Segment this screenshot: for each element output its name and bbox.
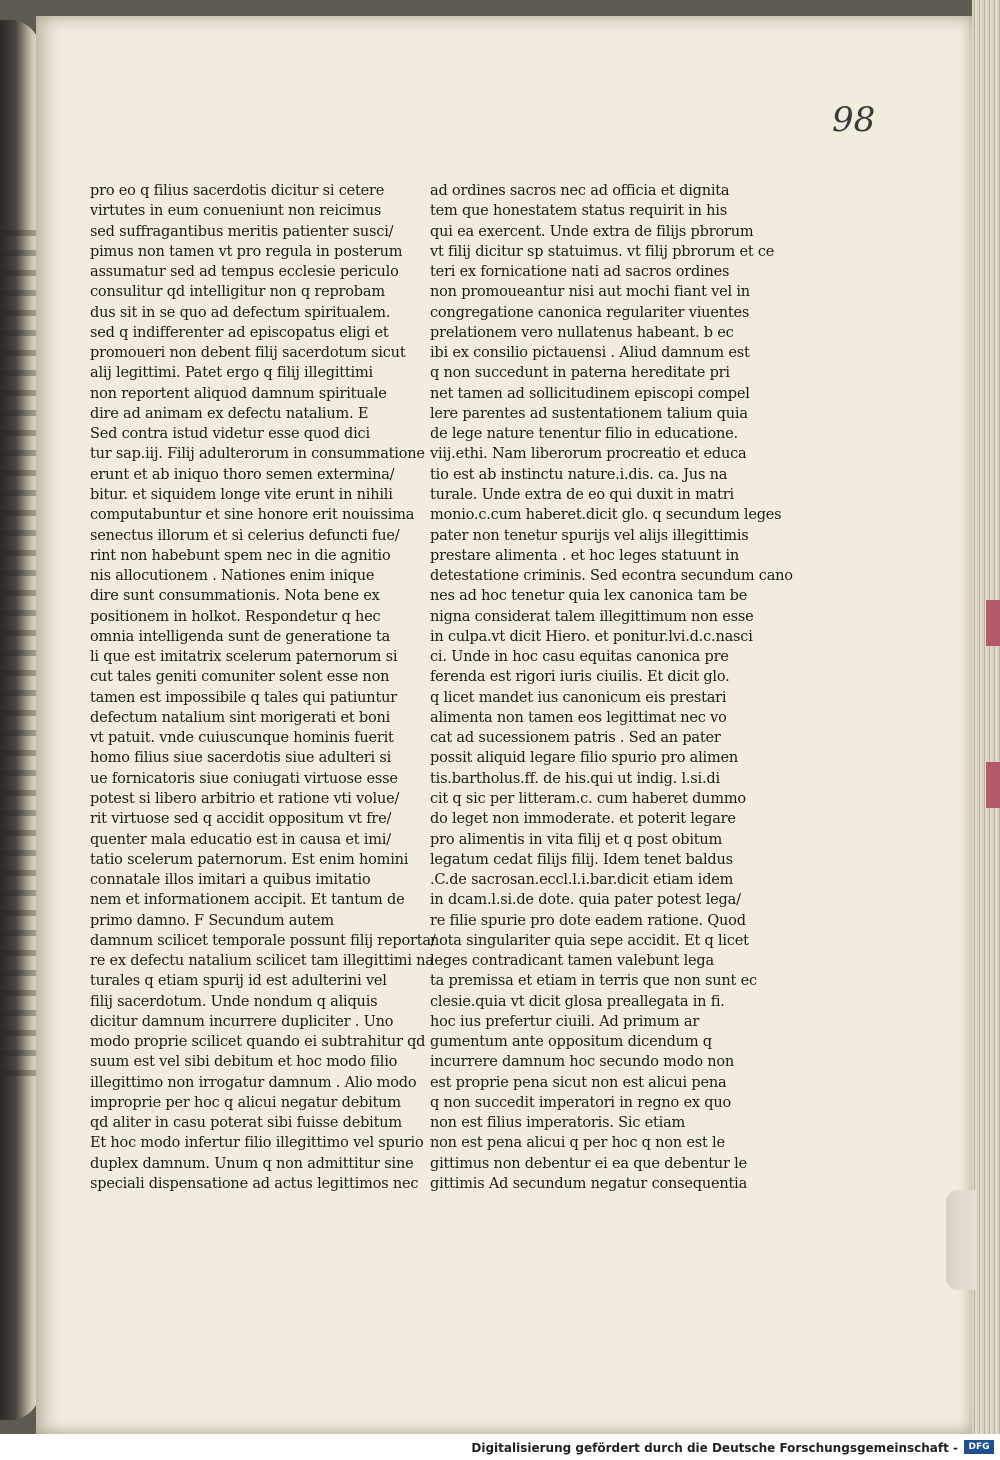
text-line: promoueri non debent filij sacerdotum sicut	[90, 345, 406, 362]
text-line: erunt et ab iniquo thoro semen extermina/	[90, 466, 395, 483]
text-line: rint non habebunt spem nec in die agnitio	[90, 547, 391, 564]
text-line: monio.c.cum haberet.dicit glo. q secundum leges	[430, 507, 782, 524]
text-line: net tamen ad sollicitudinem episcopi compel	[430, 385, 750, 402]
text-line: dire sunt consummationis. Nota bene ex	[90, 588, 380, 605]
right-text-column	[430, 181, 793, 1194]
text-line: improprie per hoc q alicui negatur debitum	[90, 1094, 401, 1111]
text-line: hoc ius prefertur ciuili. Ad primum ar	[430, 1013, 700, 1030]
text-line: rit virtuose sed q accidit oppositum vt fre/	[90, 811, 392, 828]
text-line: qui ea exercent. Unde extra de filijs pbrorum	[430, 223, 754, 240]
text-line: in culpa.vt dicit Hiero. et ponitur.lvi.d.c.nasci	[430, 628, 753, 645]
text-line: tur sap.iij. Filij adulterorum in consummatione	[90, 446, 425, 463]
text-line: computabuntur et sine honore erit nouissima	[90, 507, 415, 524]
text-line: connatale illos imitari a quibus imitatio	[90, 872, 371, 889]
text-line: prestare alimenta . et hoc leges statuunt in	[430, 547, 740, 564]
text-line: vt filij dicitur sp statuimus. vt filij pbrorum et ce	[430, 243, 775, 260]
text-line: primo damno. F Secundum autem	[90, 912, 334, 929]
previous-page-edge	[0, 20, 40, 1420]
text-line: li que est imitatrix scelerum paternorum si	[90, 649, 398, 666]
text-line: virtutes in eum conueniunt non reicimus	[90, 203, 382, 220]
text-line: possit aliquid legare filio spurio pro alimen	[430, 750, 739, 767]
text-line: defectum natalium sint morigerati et boni	[90, 709, 391, 726]
text-line: qd aliter in casu poterat sibi fuisse debitum	[90, 1115, 402, 1132]
text-line: nem et informationem accipit. Et tantum de	[90, 892, 405, 909]
text-line: ibi ex consilio pictauensi . Aliud damnum est	[430, 345, 750, 362]
funding-notice: Digitalisierung gefördert durch die Deutsche Forschungsgemeinschaft -	[471, 1441, 958, 1455]
text-line: teri ex fornicatione nati ad sacros ordines	[430, 264, 730, 281]
bookmark-tab	[986, 600, 1000, 646]
text-line: illegittimo non irrogatur damnum . Alio modo	[90, 1074, 417, 1091]
text-line: tio est ab instinctu nature.i.dis. ca. Jus na	[430, 466, 728, 483]
text-line: tatio scelerum paternorum. Est enim homini	[90, 851, 409, 868]
text-line: est proprie pena sicut non est alicui pena	[430, 1074, 727, 1091]
text-line: pimus non tamen vt pro regula in posterum	[90, 243, 403, 260]
text-line: filij sacerdotum. Unde nondum q aliquis	[90, 993, 378, 1010]
text-line: ci. Unde in hoc casu equitas canonica pre	[430, 649, 729, 666]
text-line: gittimus non debentur ei ea que debentur le	[430, 1155, 747, 1172]
text-line: alimenta non tamen eos legittimat nec vo	[430, 709, 727, 726]
text-line: alij legittimi. Patet ergo q filij illegittimi	[90, 365, 373, 382]
text-line: tem que honestatem status requirit in his	[430, 203, 727, 220]
text-line: Et hoc modo infertur filio illegittimo vel spurio	[90, 1135, 424, 1152]
text-line: ferenda est rigori iuris ciuilis. Et dicit glo.	[430, 669, 730, 686]
text-line: nigna considerat talem illegittimum non esse	[430, 608, 754, 625]
left-text-column	[90, 181, 436, 1194]
text-line: ta premissa et etiam in terris que non sunt ec	[430, 973, 757, 990]
text-line: dire ad animam ex defectu natalium. E	[90, 405, 369, 422]
text-line: speciali dispensatione ad actus legittimos nec	[90, 1176, 419, 1193]
text-line: re ex defectu natalium scilicet tam illegittimi na	[90, 953, 434, 970]
text-line: incurrere damnum hoc secundo modo non	[430, 1054, 735, 1071]
text-line: re filie spurie pro dote eadem ratione. Quod	[430, 912, 746, 929]
text-line: gumentum ante oppositum dicendum q	[430, 1034, 712, 1051]
text-line: dus sit in se quo ad defectum spiritualem.	[90, 304, 391, 321]
text-line: prelationem vero nullatenus habeant. b ec	[430, 324, 734, 341]
text-line: cut tales geniti comuniter solent esse non	[90, 669, 390, 686]
text-line: lere parentes ad sustentationem talium quia	[430, 405, 748, 422]
text-line: q non succedunt in paterna hereditate pri	[430, 365, 730, 382]
text-line: tamen est impossibile q tales qui patiuntur	[90, 689, 397, 706]
text-line: pro alimentis in vita filij et q post obitum	[430, 831, 723, 848]
text-line: viij.ethi. Nam liberorum procreatio et educa	[430, 446, 747, 463]
page-number: 98	[832, 100, 876, 140]
text-line: bitur. et siquidem longe vite erunt in nihili	[90, 486, 393, 503]
text-line: homo filius siue sacerdotis siue adulteri si	[90, 750, 392, 767]
text-line: consulitur qd intelligitur non q reprobam	[90, 284, 385, 301]
text-line: detestatione criminis. Sed econtra secundum cano	[430, 568, 793, 585]
text-line: senectus illorum et si celerius defuncti fue/	[90, 527, 400, 544]
text-line: turales q etiam spurij id est adulterini vel	[90, 973, 387, 990]
text-line: nota singulariter quia sepe accidit. Et q licet	[430, 932, 749, 949]
text-line: duplex damnum. Unum q non admittitur sine	[90, 1155, 414, 1172]
text-line: non est pena alicui q per hoc q non est le	[430, 1135, 725, 1152]
dfg-logo: DFG	[964, 1440, 994, 1454]
text-line: q licet mandet ius canonicum eis prestari	[430, 689, 727, 706]
text-line: nis allocutionem . Nationes enim inique	[90, 568, 375, 585]
text-line: .C.de sacrosan.eccl.l.i.bar.dicit etiam idem	[430, 872, 734, 889]
text-line: leges contradicant tamen valebunt lega	[430, 953, 714, 970]
text-line: ad ordines sacros nec ad officia et dignita	[430, 183, 730, 199]
previous-page-text-fragment	[2, 230, 36, 1090]
text-line: modo proprie scilicet quando ei subtrahitur qd	[90, 1034, 426, 1051]
text-line: de lege nature tenentur filio in educatione.	[430, 426, 738, 443]
text-line: cat ad sucessionem patris . Sed an pater	[430, 730, 721, 747]
bookmark-tab	[986, 762, 1000, 808]
page-stack-edge	[972, 0, 1000, 1460]
text-line: suum est vel sibi debitum et hoc modo filio	[90, 1054, 398, 1071]
text-line: pro eo q filius sacerdotis dicitur si cetere	[90, 183, 385, 199]
text-line: quenter mala educatio est in causa et imi/	[90, 831, 391, 848]
text-line: dicitur damnum incurrere dupliciter . Uno	[90, 1013, 394, 1030]
text-line: tis.bartholus.ff. de his.qui ut indig. l.si.di	[430, 770, 720, 787]
text-line: gittimis Ad secundum negatur consequentia	[430, 1176, 748, 1193]
text-line: turale. Unde extra de eo qui duxit in matri	[430, 486, 734, 503]
text-line: sed suffragantibus meritis patienter susci/	[90, 223, 394, 240]
text-line: in dcam.l.si.de dote. quia pater potest lega/	[430, 892, 741, 909]
text-line: congregatione canonica regulariter viuentes	[430, 304, 750, 321]
text-line: non est filius imperatoris. Sic etiam	[430, 1115, 686, 1132]
text-line: assumatur sed ad tempus ecclesie periculo	[90, 264, 399, 281]
text-line: potest si libero arbitrio et ratione vti volue/	[90, 790, 400, 807]
text-line: q non succedit imperatori in regno ex quo	[430, 1094, 732, 1111]
text-line: pater non tenetur spurijs vel alijs illegittimis	[430, 527, 749, 544]
text-line: vt patuit. vnde cuiuscunque hominis fuerit	[90, 730, 394, 747]
text-line: sed q indifferenter ad episcopatus eligi et	[90, 324, 389, 341]
text-line: do leget non immoderate. et poterit legare	[430, 811, 736, 828]
text-line: clesie.quia vt dicit glosa preallegata in fi.	[430, 993, 725, 1010]
page-clip	[946, 1190, 976, 1290]
text-line: ue fornicatoris siue coniugati virtuose esse	[90, 770, 398, 787]
text-line: damnum scilicet temporale possunt filij reporta/	[90, 932, 436, 949]
text-line: omnia intelligenda sunt de generatione ta	[90, 628, 391, 645]
text-line: positionem in holkot. Respondetur q hec	[90, 608, 381, 625]
text-line: nes ad hoc tenetur quia lex canonica tam be	[430, 588, 748, 605]
text-line: Sed contra istud videtur esse quod dici	[90, 426, 370, 443]
text-line: non reportent aliquod damnum spirituale	[90, 385, 387, 402]
text-line: cit q sic per litteram.c. cum haberet dummo	[430, 790, 746, 807]
text-line: legatum cedat filijs filij. Idem tenet baldus	[430, 851, 733, 868]
text-line: non promoueantur nisi aut mochi fiant vel in	[430, 284, 750, 301]
